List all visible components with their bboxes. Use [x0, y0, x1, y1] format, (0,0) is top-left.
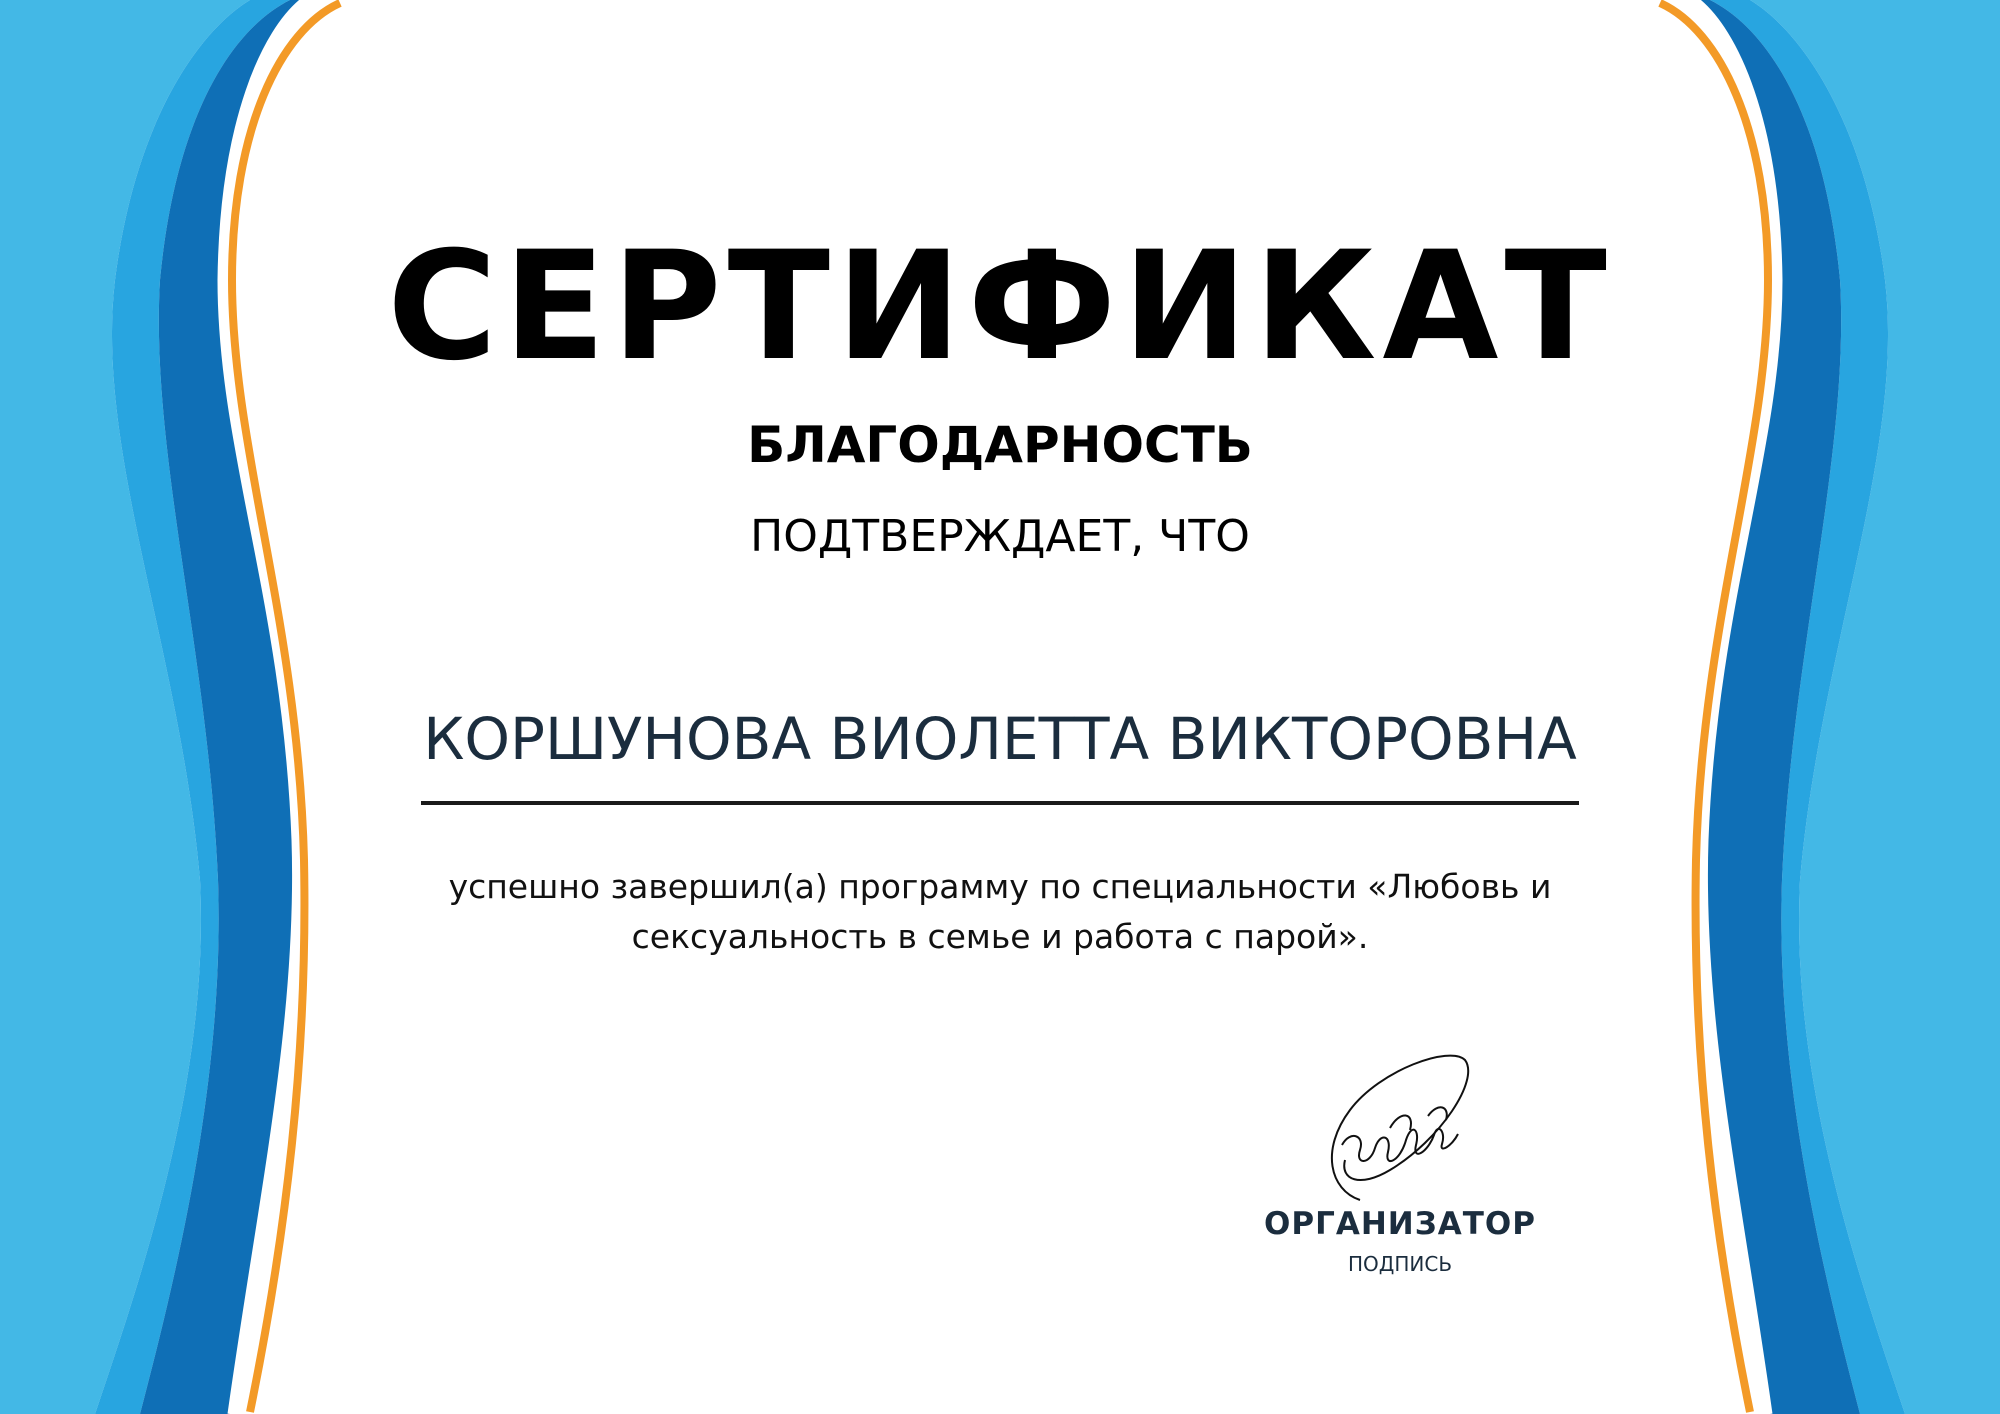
completion-text-line-2: сексуальность в семье и работа с парой».: [631, 917, 1369, 956]
confirms-text: ПОДТВЕРЖДАЕТ, ЧТО: [750, 511, 1250, 562]
left-wave-decoration: [0, 0, 340, 1414]
recipient-name: КОРШУНОВА ВИОЛЕТТА ВИКТОРОВНА: [423, 705, 1577, 773]
completion-text-line-1: успешно завершил(а) программу по специальности «Любовь и: [448, 867, 1552, 906]
signature-label: ПОДПИСЬ: [1347, 1252, 1453, 1276]
certificate-title: СЕРТИФИКАТ: [387, 220, 1613, 394]
right-wave-decoration: [1660, 0, 2000, 1414]
name-underline: [421, 801, 1579, 805]
organizer-label: ОРГАНИЗАТОР: [1264, 1206, 1536, 1242]
certificate-subtitle: БЛАГОДАРНОСТЬ: [747, 416, 1253, 474]
completion-text: [300, 862, 1700, 962]
handwritten-signature: [1320, 1040, 1480, 1210]
